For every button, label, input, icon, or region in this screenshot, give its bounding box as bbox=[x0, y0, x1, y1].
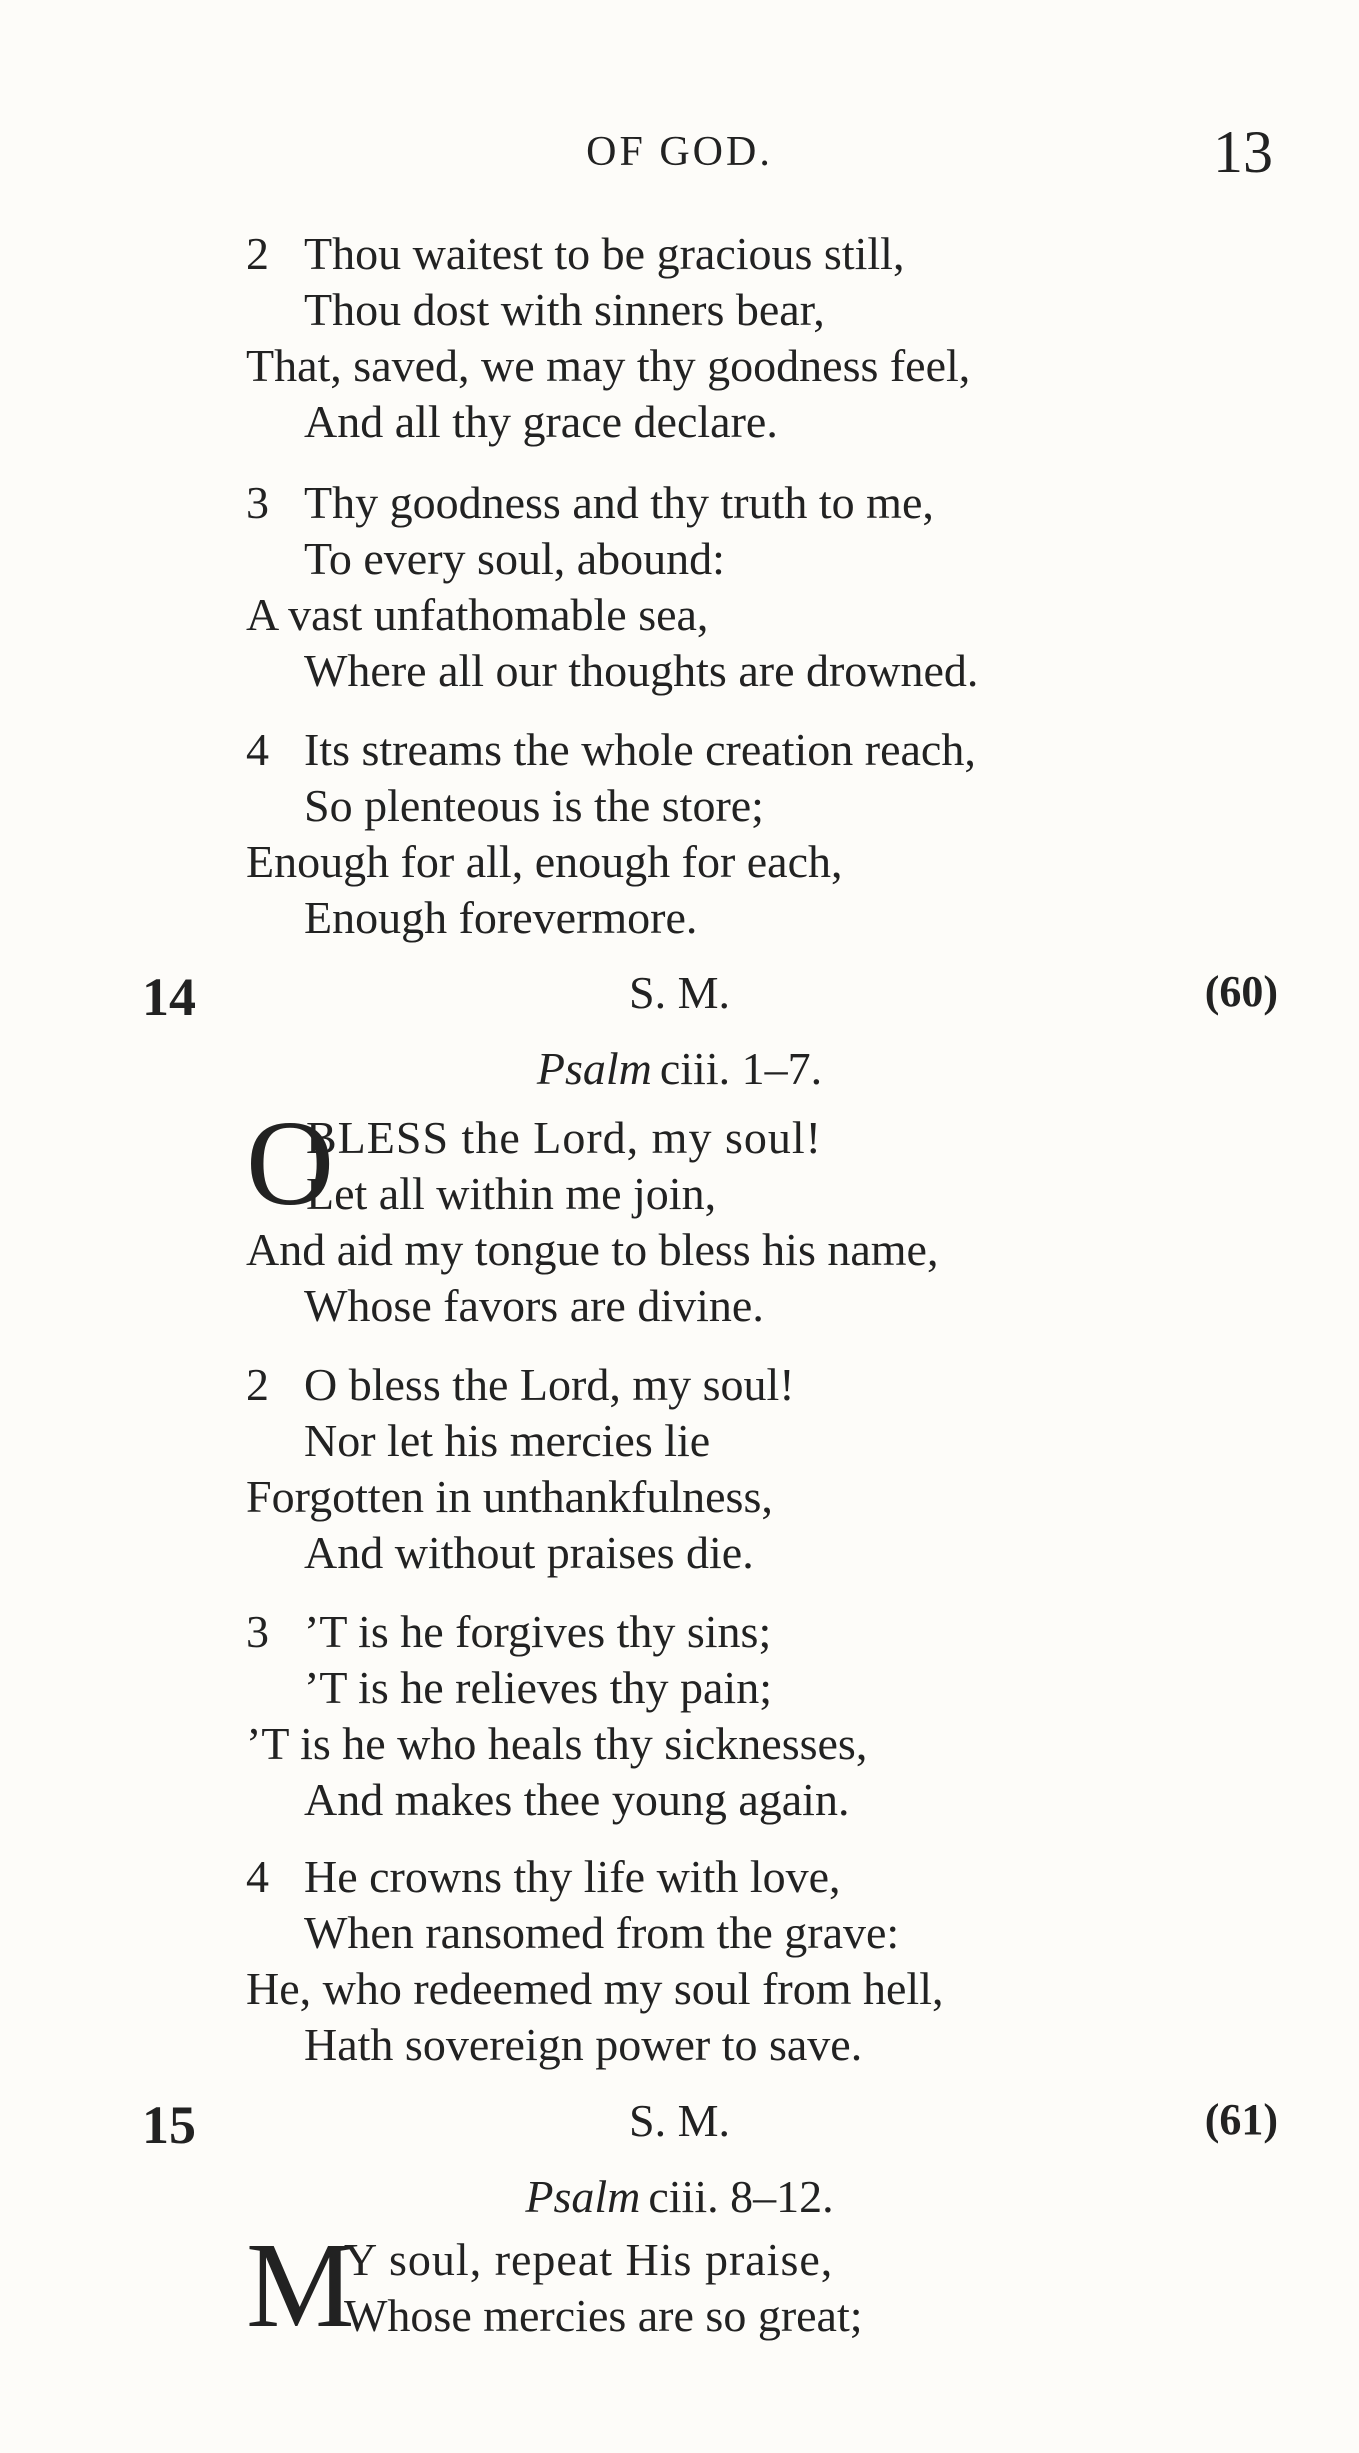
verse-line: Where all our thoughts are drowned. bbox=[304, 645, 979, 696]
hymn-number: 15 bbox=[142, 2095, 196, 2155]
verse-number: 3 bbox=[246, 1606, 269, 1657]
scripture-reference bbox=[0, 2170, 1359, 2223]
verse-line: 2 O bless the Lord, my soul! bbox=[246, 1357, 795, 1413]
drop-cap: M bbox=[246, 2218, 355, 2353]
verse-number: 4 bbox=[246, 724, 269, 775]
verse-line: ’T is he relieves thy pain; bbox=[304, 1662, 772, 1713]
running-header: OF GOD. bbox=[586, 129, 773, 175]
verse-line: Enough forevermore. bbox=[304, 892, 698, 943]
verse-line: 3 Thy goodness and thy truth to me, bbox=[246, 475, 978, 531]
verse-number: 3 bbox=[246, 477, 269, 528]
hymn-tune-number: (61) bbox=[1204, 2095, 1278, 2144]
verse-line: Nor let his mercies lie bbox=[304, 1415, 711, 1466]
verse-4 bbox=[246, 722, 976, 946]
verse-line: BLESS the Lord, my soul! bbox=[306, 1112, 822, 1163]
verse-line: Let all within me join, bbox=[306, 1168, 717, 1219]
hymn-number: 14 bbox=[142, 967, 196, 1027]
hymn-14-verse-1 bbox=[246, 1096, 939, 1334]
verse-number: 2 bbox=[246, 228, 269, 279]
verse-line: 4 Its streams the whole creation reach, bbox=[246, 722, 976, 778]
verse-line: So plenteous is the store; bbox=[304, 780, 764, 831]
verse-line: Enough for all, enough for each, bbox=[246, 836, 843, 887]
scripture-book: Psalm bbox=[525, 2171, 641, 2222]
scripture-ref: ciii. 1–7. bbox=[659, 1043, 823, 1094]
hymn-15-verse-1 bbox=[246, 2218, 863, 2353]
verse-line: He, who redeemed my soul from hell, bbox=[246, 1963, 944, 2014]
hymn-tune-number: (60) bbox=[1204, 967, 1278, 1016]
verse-line: When ransomed from the grave: bbox=[304, 1907, 900, 1958]
verse-line: Whose mercies are so great; bbox=[344, 2290, 863, 2341]
hymn-14-verse-4 bbox=[246, 1849, 943, 2073]
scripture-ref: ciii. 8–12. bbox=[648, 2171, 834, 2222]
verse-line: 2 Thou waitest to be gracious still, bbox=[246, 226, 970, 282]
verse-number: 4 bbox=[246, 1851, 269, 1902]
verse-line: 3 ’T is he forgives thy sins; bbox=[246, 1604, 867, 1660]
verse-line: To every soul, abound: bbox=[304, 533, 725, 584]
verse-line: Thou dost with sinners bear, bbox=[304, 284, 825, 335]
verse-line: Hath sovereign power to save. bbox=[304, 2019, 863, 2070]
verse-line: Forgotten in unthankfulness, bbox=[246, 1471, 773, 1522]
hymn-14-verse-2 bbox=[246, 1357, 795, 1581]
verse-line: And aid my tongue to bless his name, bbox=[246, 1224, 939, 1275]
scripture-book: Psalm bbox=[536, 1043, 652, 1094]
verse-number: 2 bbox=[246, 1359, 269, 1410]
drop-cap: O bbox=[246, 1096, 335, 1231]
verse-line: Y soul, repeat His praise, bbox=[344, 2234, 834, 2285]
verse-3 bbox=[246, 475, 978, 699]
hymn-meter: S. M. bbox=[629, 967, 730, 1018]
verse-line: 4 He crowns thy life with love, bbox=[246, 1849, 943, 1905]
hymn-14-verse-3 bbox=[246, 1604, 867, 1828]
verse-line: And without praises die. bbox=[304, 1527, 754, 1578]
verse-2 bbox=[246, 226, 970, 450]
verse-line: Whose favors are divine. bbox=[304, 1280, 764, 1331]
verse-line: And all thy grace declare. bbox=[304, 396, 778, 447]
verse-line: A vast unfathomable sea, bbox=[246, 589, 709, 640]
hymn-meter: S. M. bbox=[629, 2095, 730, 2146]
verse-line: And makes thee young again. bbox=[304, 1774, 850, 1825]
scripture-reference bbox=[0, 1042, 1359, 1095]
verse-line: ’T is he who heals thy sicknesses, bbox=[246, 1718, 868, 1769]
verse-line: That, saved, we may thy goodness feel, bbox=[246, 340, 971, 391]
page-number: 13 bbox=[1213, 119, 1273, 185]
